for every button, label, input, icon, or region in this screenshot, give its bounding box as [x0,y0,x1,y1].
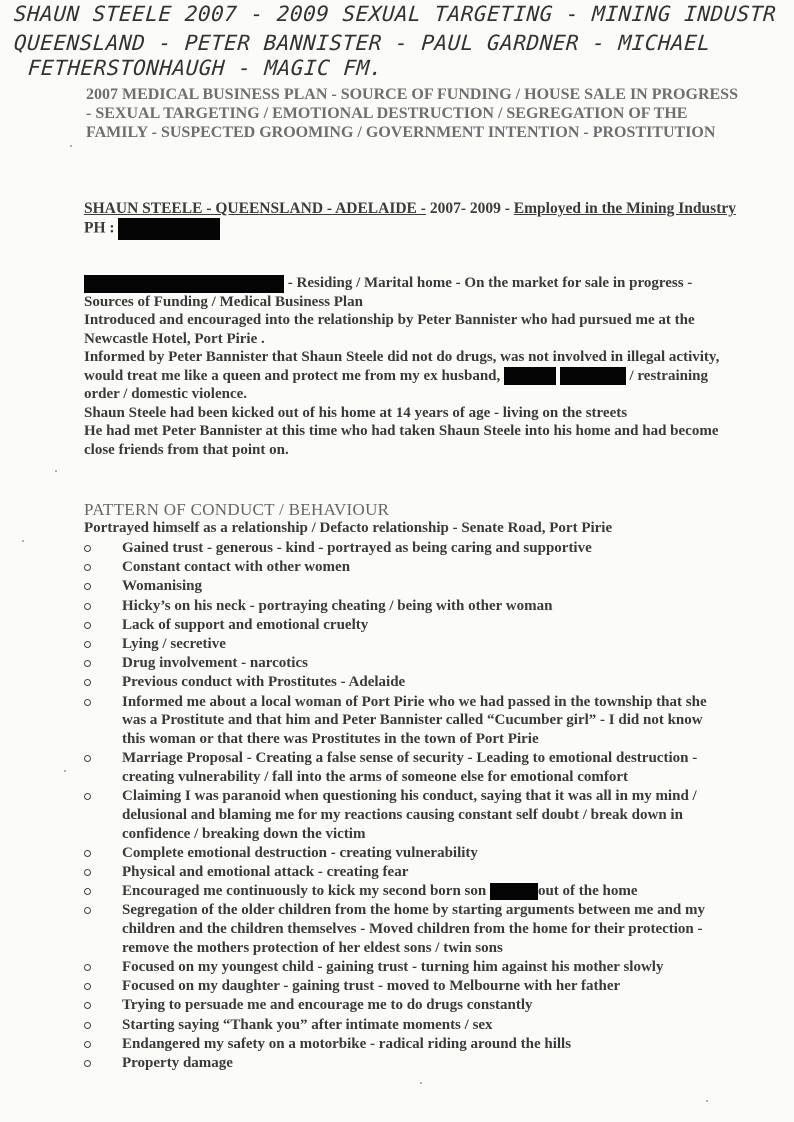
bullet-icon [84,869,91,876]
bullet-icon [84,564,91,571]
list-item: Previous conduct with Prostitutes - Adelaide [84,673,724,692]
met-peter-text: He had met Peter Bannister at this time who had taken Shaun Steele into his home and had become close friends from that point on. [84,423,719,458]
phone-label: PH : [84,219,115,237]
handwritten-line-3: FETHERSTONHAUGH - MAGIC FM. [27,56,384,80]
bullet-icon [84,545,91,552]
list-item: Marriage Proposal - Creating a false sense of security - Leading to emotional destruction - creating vulnerability / fall into the arms of someone else for emotional comfort [84,749,724,786]
scan-speck [706,1100,708,1102]
list-item: Gained trust - generous - kind - portrayed as being caring and supportive [84,539,724,558]
handwritten-line-1: SHAUN STEELE 2007 - 2009 SEXUAL TARGETING - MINING INDUSTR [13,2,778,26]
kicked-out-text: Shaun Steele had been kicked out of his home at 14 years of age - living on the streets [84,404,628,421]
subject-years: 2007- 2009 - [429,200,510,217]
bullet-icon [84,793,91,800]
conduct-list [84,539,724,1073]
scan-speck [55,470,57,472]
list-item: Trying to persuade me and encourage me to do drugs constantly [84,996,724,1015]
redacted-phone [118,218,220,240]
list-item: Encouraged me continuously to kick my second born son out of the home [84,882,724,901]
informed-text: Informed by Peter Bannister that Shaun Steele did not do drugs, was not involved in illegal activity, would treat me like a queen and protect me from my ex husband, [84,349,720,384]
subject-section [84,200,744,240]
bullet-icon [84,583,91,590]
redacted-name [560,367,626,385]
list-item: Focused on my daughter - gaining trust - moved to Melbourne with her father [84,977,724,996]
subject-employment: Employed in the Mining Industry [513,200,736,217]
list-item: Complete emotional destruction - creating vulnerability [84,844,724,863]
bullet-icon [84,907,91,914]
bullet-icon [84,888,91,895]
restraining-text: / restraining order / domestic violence. [84,367,708,403]
document-heading: 2007 MEDICAL BUSINESS PLAN - SOURCE OF FUNDING / HOUSE SALE IN PROGRESS - SEXUAL TARGETING / EMOTIONAL DESTRUCTION / SEGREGATION OF THE FAMILY - SUSPECTED GROOMING / GOVERNMENT INTENTION - PROSTITUTION [86,86,738,141]
list-item: Lack of support and emotional cruelty [84,616,724,635]
list-item: Lying / secretive [84,635,724,654]
list-item: Endangered my safety on a motorbike - radical riding around the hills [84,1035,724,1054]
bullet-icon [84,622,91,629]
scan-speck [70,145,72,147]
list-item: Focused on my youngest child - gaining trust - turning him against his mother slowly [84,958,724,977]
handwritten-line-2: QUEENSLAND - PETER BANNISTER - PAUL GARDNER - MICHAEL [13,31,712,55]
background-section [84,274,744,459]
pattern-title: PATTERN OF CONDUCT / BEHAVIOUR [84,500,390,519]
redacted-address [84,275,284,293]
subject-title: SHAUN STEELE - QUEENSLAND - ADELAIDE - [84,200,426,217]
bullet-icon [84,1002,91,1009]
list-item: Informed me about a local woman of Port Pirie who we had passed in the township that she was a Prostitute and that him and Peter Bannister called “Cucumber girl” - I did not know this woman or that there was Prostitutes in the town of Port Pirie [84,693,724,749]
list-item: Physical and emotional attack - creating fear [84,863,724,882]
redacted-son-name [490,883,538,900]
bullet-icon [84,1060,91,1067]
pattern-intro: Portrayed himself as a relationship / Defacto relationship - Senate Road, Port Pirie [84,520,613,536]
bullet-icon [84,964,91,971]
scan-speck [420,1082,422,1084]
scan-speck [22,540,24,542]
list-item: Constant contact with other women [84,558,724,577]
bullet-icon [84,1022,91,1029]
list-item: Segregation of the older children from the home by starting arguments between me and my children and the children themselves - Moved children from the home for their protection - remove the mothers protection of her eldest sons / twin sons [84,901,724,957]
list-item: Womanising [84,577,724,596]
bullet-icon [84,850,91,857]
list-item: Drug involvement - narcotics [84,654,724,673]
bullet-icon [84,660,91,667]
bullet-icon [84,641,91,648]
list-item: Starting saying “Thank you” after intimate moments / sex [84,1016,724,1035]
list-item: Claiming I was paranoid when questioning his conduct, saying that it was all in my mind / delusional and blaming me for my reactions causing constant self doubt / break down in confidence / breaking down the victim [84,787,724,843]
bullet-icon [84,603,91,610]
bullet-icon [84,679,91,686]
introduced-text: Introduced and encouraged into the relationship by Peter Bannister who had pursued me at the Newcastle Hotel, Port Pirie . [84,312,695,347]
list-item: Property damage [84,1054,724,1073]
residence-line [84,274,744,311]
bullet-icon [84,1041,91,1048]
redacted-ex-husband [504,367,556,385]
bullet-icon [84,983,91,990]
informed-line [84,348,744,404]
list-item: Hicky’s on his neck - portraying cheating / being with other woman [84,597,724,616]
residence-text: - Residing / Marital home - On the market for sale in progress - Sources of Funding / Medical Business Plan [84,275,693,310]
bullet-icon [84,699,91,706]
bullet-icon [84,755,91,762]
scan-speck [64,770,66,772]
